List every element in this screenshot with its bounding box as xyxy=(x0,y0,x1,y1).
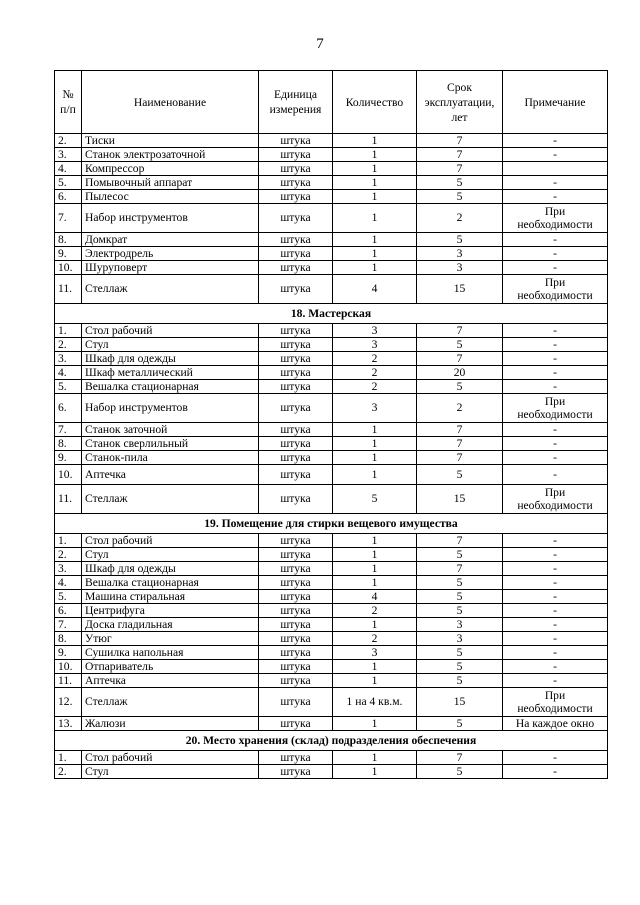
cell-note: - xyxy=(503,576,608,590)
cell-name: Стул xyxy=(82,548,259,562)
header-life: Срок эксплуатации, лет xyxy=(417,71,503,134)
cell-quantity: 1 xyxy=(333,247,417,261)
cell-quantity: 2 xyxy=(333,632,417,646)
cell-number: 4. xyxy=(55,162,82,176)
cell-service-life: 2 xyxy=(417,204,503,233)
cell-note: - xyxy=(503,437,608,451)
table-row xyxy=(55,261,608,275)
cell-unit: штука xyxy=(259,604,333,618)
cell-number: 9. xyxy=(55,451,82,465)
cell-note: - xyxy=(503,366,608,380)
cell-note: - xyxy=(503,604,608,618)
cell-service-life: 7 xyxy=(417,324,503,338)
cell-quantity: 1 xyxy=(333,548,417,562)
cell-quantity: 1 xyxy=(333,465,417,485)
cell-name: Станок-пила xyxy=(82,451,259,465)
section-title: 19. Помещение для стирки вещевого имущества xyxy=(55,514,608,534)
cell-unit: штука xyxy=(259,380,333,394)
table-row xyxy=(55,190,608,204)
header-num: № п/п xyxy=(55,71,82,134)
cell-quantity: 3 xyxy=(333,338,417,352)
cell-quantity: 4 xyxy=(333,275,417,304)
cell-service-life: 5 xyxy=(417,717,503,731)
header-qty: Количество xyxy=(333,71,417,134)
cell-service-life: 15 xyxy=(417,485,503,514)
cell-note: - xyxy=(503,134,608,148)
cell-unit: штука xyxy=(259,324,333,338)
cell-unit: штука xyxy=(259,717,333,731)
cell-name: Центрифуга xyxy=(82,604,259,618)
cell-quantity: 1 xyxy=(333,660,417,674)
table-row xyxy=(55,233,608,247)
cell-note: - xyxy=(503,176,608,190)
cell-quantity: 1 xyxy=(333,674,417,688)
cell-number: 7. xyxy=(55,204,82,233)
cell-quantity: 1 xyxy=(333,261,417,275)
cell-note: - xyxy=(503,338,608,352)
cell-name: Компрессор xyxy=(82,162,259,176)
table-row xyxy=(55,485,608,514)
cell-name: Домкрат xyxy=(82,233,259,247)
cell-note: При необходимости xyxy=(503,688,608,717)
cell-service-life: 7 xyxy=(417,162,503,176)
cell-note: На каждое окно xyxy=(503,717,608,731)
cell-quantity: 1 на 4 кв.м. xyxy=(333,688,417,717)
cell-note: - xyxy=(503,534,608,548)
cell-name: Аптечка xyxy=(82,465,259,485)
cell-note: - xyxy=(503,548,608,562)
cell-quantity: 1 xyxy=(333,437,417,451)
cell-service-life: 7 xyxy=(417,437,503,451)
cell-number: 2. xyxy=(55,548,82,562)
cell-note: - xyxy=(503,324,608,338)
cell-unit: штука xyxy=(259,465,333,485)
cell-service-life: 15 xyxy=(417,688,503,717)
cell-number: 9. xyxy=(55,646,82,660)
cell-name: Стол рабочий xyxy=(82,751,259,765)
cell-unit: штука xyxy=(259,233,333,247)
cell-unit: штука xyxy=(259,148,333,162)
cell-note: - xyxy=(503,590,608,604)
cell-name: Стеллаж xyxy=(82,275,259,304)
table-row xyxy=(55,176,608,190)
cell-note: При необходимости xyxy=(503,204,608,233)
cell-name: Машина стиральная xyxy=(82,590,259,604)
cell-service-life: 5 xyxy=(417,176,503,190)
table-row xyxy=(55,765,608,779)
table-row xyxy=(55,324,608,338)
cell-note: При необходимости xyxy=(503,275,608,304)
cell-service-life: 7 xyxy=(417,423,503,437)
cell-unit: штука xyxy=(259,576,333,590)
cell-name: Станок электрозаточной xyxy=(82,148,259,162)
cell-service-life: 3 xyxy=(417,261,503,275)
cell-number: 7. xyxy=(55,618,82,632)
cell-note: - xyxy=(503,247,608,261)
cell-quantity: 1 xyxy=(333,717,417,731)
table-row xyxy=(55,451,608,465)
cell-quantity: 1 xyxy=(333,451,417,465)
cell-service-life: 3 xyxy=(417,247,503,261)
cell-note: При необходимости xyxy=(503,485,608,514)
cell-service-life: 5 xyxy=(417,674,503,688)
table-row xyxy=(55,338,608,352)
table-row xyxy=(55,590,608,604)
equipment-table xyxy=(54,70,608,779)
cell-service-life: 7 xyxy=(417,534,503,548)
cell-note: - xyxy=(503,261,608,275)
cell-service-life: 5 xyxy=(417,233,503,247)
cell-service-life: 2 xyxy=(417,394,503,423)
cell-name: Стол рабочий xyxy=(82,324,259,338)
cell-name: Стол рабочий xyxy=(82,534,259,548)
cell-name: Шкаф для одежды xyxy=(82,562,259,576)
cell-service-life: 5 xyxy=(417,765,503,779)
cell-unit: штука xyxy=(259,162,333,176)
cell-quantity: 1 xyxy=(333,562,417,576)
table-row xyxy=(55,717,608,731)
cell-name: Сушилка напольная xyxy=(82,646,259,660)
cell-name: Стул xyxy=(82,765,259,779)
cell-number: 13. xyxy=(55,717,82,731)
cell-number: 5. xyxy=(55,590,82,604)
cell-quantity: 1 xyxy=(333,534,417,548)
cell-unit: штука xyxy=(259,674,333,688)
cell-number: 12. xyxy=(55,688,82,717)
table-row xyxy=(55,366,608,380)
cell-note: - xyxy=(503,190,608,204)
cell-name: Вешалка стационарная xyxy=(82,380,259,394)
cell-quantity: 1 xyxy=(333,618,417,632)
cell-quantity: 1 xyxy=(333,204,417,233)
cell-quantity: 1 xyxy=(333,233,417,247)
cell-number: 11. xyxy=(55,674,82,688)
cell-quantity: 2 xyxy=(333,604,417,618)
cell-unit: штука xyxy=(259,485,333,514)
table-row xyxy=(55,380,608,394)
cell-unit: штука xyxy=(259,534,333,548)
cell-note: - xyxy=(503,765,608,779)
cell-service-life: 7 xyxy=(417,352,503,366)
cell-service-life: 7 xyxy=(417,751,503,765)
cell-unit: штука xyxy=(259,275,333,304)
section-header-row xyxy=(55,304,608,324)
cell-number: 2. xyxy=(55,765,82,779)
cell-quantity: 1 xyxy=(333,176,417,190)
cell-number: 5. xyxy=(55,176,82,190)
cell-number: 2. xyxy=(55,338,82,352)
cell-note xyxy=(503,162,608,176)
cell-name: Помывочный аппарат xyxy=(82,176,259,190)
cell-quantity: 1 xyxy=(333,148,417,162)
table-row xyxy=(55,688,608,717)
cell-unit: штука xyxy=(259,562,333,576)
cell-number: 8. xyxy=(55,437,82,451)
cell-service-life: 3 xyxy=(417,632,503,646)
cell-service-life: 5 xyxy=(417,548,503,562)
cell-unit: штука xyxy=(259,134,333,148)
cell-name: Электродрель xyxy=(82,247,259,261)
cell-note: - xyxy=(503,674,608,688)
cell-note: - xyxy=(503,751,608,765)
cell-note: - xyxy=(503,562,608,576)
cell-quantity: 3 xyxy=(333,646,417,660)
cell-number: 8. xyxy=(55,632,82,646)
cell-note: - xyxy=(503,660,608,674)
cell-quantity: 3 xyxy=(333,394,417,423)
table-row xyxy=(55,674,608,688)
cell-service-life: 5 xyxy=(417,338,503,352)
table-row xyxy=(55,437,608,451)
cell-unit: штука xyxy=(259,688,333,717)
table-row xyxy=(55,148,608,162)
cell-quantity: 2 xyxy=(333,366,417,380)
cell-quantity: 1 xyxy=(333,190,417,204)
cell-name: Утюг xyxy=(82,632,259,646)
cell-unit: штука xyxy=(259,548,333,562)
table-row xyxy=(55,204,608,233)
table-header-row xyxy=(55,71,608,134)
cell-service-life: 5 xyxy=(417,604,503,618)
table-row xyxy=(55,534,608,548)
cell-name: Тиски xyxy=(82,134,259,148)
cell-name: Набор инструментов xyxy=(82,394,259,423)
header-name: Наименование xyxy=(82,71,259,134)
cell-service-life: 7 xyxy=(417,562,503,576)
cell-unit: штука xyxy=(259,352,333,366)
cell-quantity: 4 xyxy=(333,590,417,604)
cell-service-life: 5 xyxy=(417,465,503,485)
table-row xyxy=(55,562,608,576)
cell-name: Шкаф для одежды xyxy=(82,352,259,366)
cell-quantity: 1 xyxy=(333,765,417,779)
table-row xyxy=(55,247,608,261)
cell-number: 3. xyxy=(55,562,82,576)
cell-number: 5. xyxy=(55,380,82,394)
cell-note: - xyxy=(503,618,608,632)
cell-note: - xyxy=(503,465,608,485)
cell-service-life: 5 xyxy=(417,576,503,590)
cell-number: 11. xyxy=(55,485,82,514)
cell-number: 4. xyxy=(55,576,82,590)
cell-quantity: 5 xyxy=(333,485,417,514)
cell-number: 1. xyxy=(55,751,82,765)
cell-quantity: 1 xyxy=(333,134,417,148)
cell-name: Стул xyxy=(82,338,259,352)
cell-name: Жалюзи xyxy=(82,717,259,731)
cell-number: 4. xyxy=(55,366,82,380)
table-row xyxy=(55,548,608,562)
cell-number: 6. xyxy=(55,394,82,423)
table-row xyxy=(55,576,608,590)
cell-unit: штука xyxy=(259,366,333,380)
cell-number: 2. xyxy=(55,134,82,148)
cell-service-life: 3 xyxy=(417,618,503,632)
cell-name: Аптечка xyxy=(82,674,259,688)
cell-quantity: 2 xyxy=(333,380,417,394)
table-row xyxy=(55,604,608,618)
cell-name: Отпариватель xyxy=(82,660,259,674)
cell-unit: штука xyxy=(259,751,333,765)
cell-number: 7. xyxy=(55,423,82,437)
cell-name: Вешалка стационарная xyxy=(82,576,259,590)
cell-number: 10. xyxy=(55,261,82,275)
header-unit: Единица измерения xyxy=(259,71,333,134)
table-row xyxy=(55,632,608,646)
cell-unit: штука xyxy=(259,660,333,674)
cell-name: Набор инструментов xyxy=(82,204,259,233)
cell-service-life: 7 xyxy=(417,451,503,465)
cell-name: Шуруповерт xyxy=(82,261,259,275)
section-title: 18. Мастерская xyxy=(55,304,608,324)
cell-name: Пылесос xyxy=(82,190,259,204)
section-header-row xyxy=(55,514,608,534)
cell-unit: штука xyxy=(259,204,333,233)
cell-number: 1. xyxy=(55,534,82,548)
table-row xyxy=(55,162,608,176)
cell-service-life: 5 xyxy=(417,646,503,660)
cell-number: 10. xyxy=(55,660,82,674)
cell-service-life: 7 xyxy=(417,134,503,148)
cell-note: - xyxy=(503,148,608,162)
table-body xyxy=(55,134,608,779)
cell-number: 3. xyxy=(55,352,82,366)
cell-service-life: 5 xyxy=(417,190,503,204)
cell-service-life: 7 xyxy=(417,148,503,162)
table-row xyxy=(55,423,608,437)
cell-number: 8. xyxy=(55,233,82,247)
cell-unit: штука xyxy=(259,394,333,423)
cell-service-life: 5 xyxy=(417,660,503,674)
cell-note: При необходимости xyxy=(503,394,608,423)
cell-note: - xyxy=(503,233,608,247)
cell-number: 3. xyxy=(55,148,82,162)
cell-service-life: 20 xyxy=(417,366,503,380)
table-row xyxy=(55,660,608,674)
cell-unit: штука xyxy=(259,423,333,437)
table-row xyxy=(55,352,608,366)
cell-number: 9. xyxy=(55,247,82,261)
cell-unit: штука xyxy=(259,451,333,465)
cell-service-life: 15 xyxy=(417,275,503,304)
table-row xyxy=(55,618,608,632)
cell-quantity: 1 xyxy=(333,576,417,590)
cell-number: 10. xyxy=(55,465,82,485)
table-row xyxy=(55,275,608,304)
cell-number: 6. xyxy=(55,190,82,204)
cell-name: Станок заточной xyxy=(82,423,259,437)
page-number: 7 xyxy=(316,36,324,52)
cell-name: Шкаф металлический xyxy=(82,366,259,380)
cell-number: 1. xyxy=(55,324,82,338)
cell-note: - xyxy=(503,632,608,646)
header-note: Примечание xyxy=(503,71,608,134)
cell-quantity: 1 xyxy=(333,162,417,176)
cell-service-life: 5 xyxy=(417,590,503,604)
cell-note: - xyxy=(503,380,608,394)
cell-unit: штука xyxy=(259,765,333,779)
table-row xyxy=(55,751,608,765)
cell-note: - xyxy=(503,423,608,437)
cell-name: Стеллаж xyxy=(82,688,259,717)
cell-unit: штука xyxy=(259,261,333,275)
cell-name: Доска гладильная xyxy=(82,618,259,632)
cell-quantity: 1 xyxy=(333,423,417,437)
cell-quantity: 2 xyxy=(333,352,417,366)
cell-unit: штука xyxy=(259,338,333,352)
table-row xyxy=(55,394,608,423)
cell-unit: штука xyxy=(259,247,333,261)
cell-name: Станок сверлильный xyxy=(82,437,259,451)
cell-unit: штука xyxy=(259,632,333,646)
section-title: 20. Место хранения (склад) подразделения обеспечения xyxy=(55,731,608,751)
table-row xyxy=(55,465,608,485)
cell-unit: штука xyxy=(259,437,333,451)
cell-unit: штука xyxy=(259,590,333,604)
cell-quantity: 3 xyxy=(333,324,417,338)
cell-quantity: 1 xyxy=(333,751,417,765)
cell-note: - xyxy=(503,352,608,366)
cell-number: 6. xyxy=(55,604,82,618)
cell-service-life: 5 xyxy=(417,380,503,394)
cell-unit: штука xyxy=(259,646,333,660)
table-row xyxy=(55,134,608,148)
cell-unit: штука xyxy=(259,190,333,204)
cell-unit: штука xyxy=(259,618,333,632)
cell-unit: штука xyxy=(259,176,333,190)
cell-note: - xyxy=(503,451,608,465)
table-row xyxy=(55,646,608,660)
cell-name: Стеллаж xyxy=(82,485,259,514)
cell-note: - xyxy=(503,646,608,660)
section-header-row xyxy=(55,731,608,751)
cell-number: 11. xyxy=(55,275,82,304)
